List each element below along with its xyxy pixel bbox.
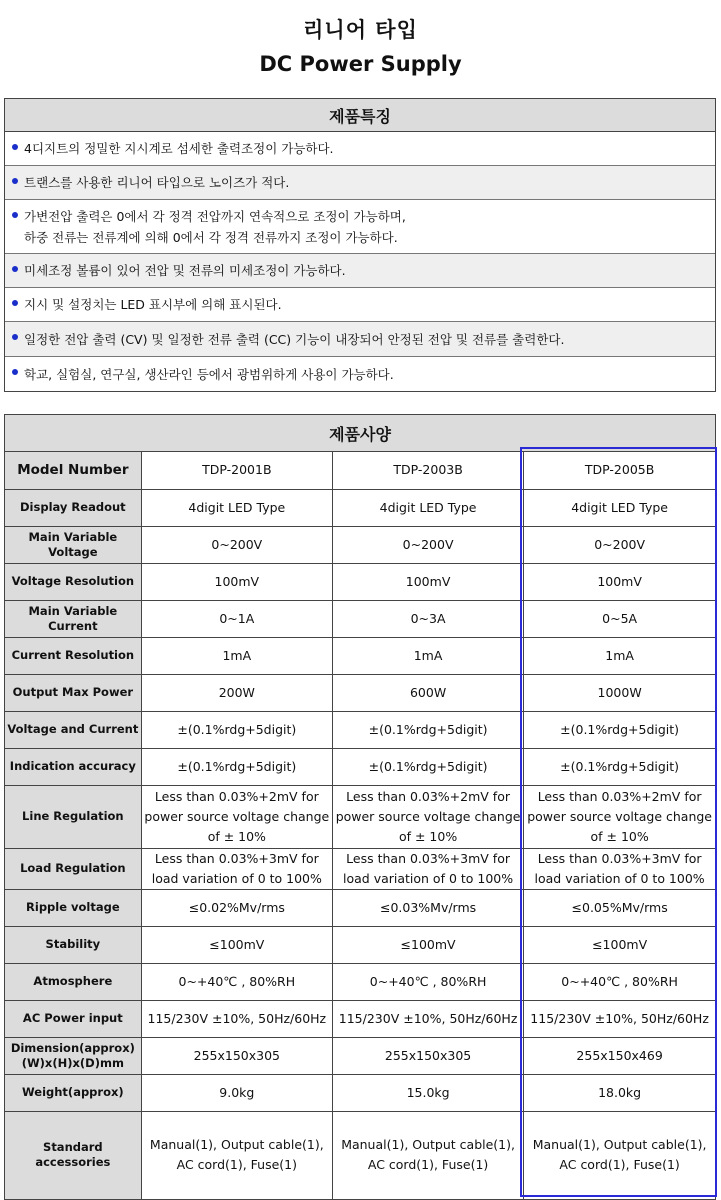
- spec-label-line: Ripple voltage: [26, 900, 120, 914]
- spec-label: [5, 1000, 141, 1037]
- spec-label-line: Display Readout: [20, 500, 126, 514]
- spec-value: [141, 600, 332, 637]
- feature-text: [24, 329, 564, 350]
- spec-label-line: Model Number: [17, 461, 129, 478]
- spec-value: [524, 452, 715, 489]
- spec-value-line: load variation of 0 to 100%: [151, 870, 322, 886]
- spec-value-line: 115/230V ±10%, 50Hz/60Hz: [338, 1010, 518, 1026]
- bullet-icon: [12, 144, 18, 150]
- spec-value: [141, 452, 332, 489]
- spec-value-line: Less than 0.03%+3mV for: [154, 850, 319, 866]
- spec-label-line: Voltage Resolution: [11, 574, 135, 588]
- spec-value: [141, 1111, 332, 1199]
- spec-value-line: 100mV: [405, 573, 451, 589]
- spec-label-line: Main Variable Voltage: [28, 529, 118, 559]
- spec-label-line: Standard accessories: [35, 1140, 111, 1170]
- spec-value: [141, 1000, 332, 1037]
- spec-value-line: Manual(1), Output cable(1),: [532, 1137, 707, 1153]
- spec-value-line: power source voltage change: [335, 808, 521, 824]
- spec-value: [524, 848, 715, 889]
- spec-row: [5, 563, 715, 600]
- spec-value-line: ±(0.1%rdg+5digit): [177, 758, 297, 774]
- spec-value-line: 0~+40℃ , 80%RH: [178, 973, 296, 989]
- spec-value: [524, 563, 715, 600]
- specs-section: [4, 414, 716, 1200]
- spec-value: [332, 526, 523, 563]
- spec-value: [332, 926, 523, 963]
- spec-value: [141, 785, 332, 848]
- spec-label: [5, 674, 141, 711]
- spec-value: [332, 600, 523, 637]
- spec-row: [5, 711, 715, 748]
- feature-text-line: 지시 및 설정치는 LED 표시부에 의해 표시된다.: [24, 297, 282, 312]
- spec-value: [141, 563, 332, 600]
- spec-value-line: TDP-2001B: [202, 462, 272, 478]
- spec-value-line: 100mV: [597, 573, 642, 589]
- spec-value-line: load variation of 0 to 100%: [343, 870, 514, 886]
- spec-label-line: (W)x(H)x(D)mm: [21, 1055, 124, 1070]
- spec-value: [332, 452, 523, 489]
- spec-label-line: Atmosphere: [33, 974, 113, 988]
- spec-value-line: 1000W: [597, 684, 642, 700]
- spec-label: [5, 963, 141, 1000]
- page-title-english: DC Power Supply: [259, 52, 462, 76]
- feature-item: [5, 288, 715, 322]
- spec-value: [524, 963, 715, 1000]
- feature-text: [24, 206, 406, 248]
- page-title-korean: 리니어 타입: [303, 18, 418, 42]
- specs-table: [5, 452, 715, 1199]
- spec-row: [5, 637, 715, 674]
- spec-row: [5, 926, 715, 963]
- spec-value-line: 600W: [409, 684, 447, 700]
- spec-value-line: TDP-2003B: [393, 462, 463, 478]
- spec-value: [524, 748, 715, 785]
- spec-value-line: 0~200V: [594, 536, 646, 552]
- spec-value-line: of ± 10%: [207, 828, 266, 844]
- spec-value: [332, 563, 523, 600]
- spec-value: [524, 785, 715, 848]
- spec-value-line: 18.0kg: [598, 1084, 642, 1100]
- spec-label-line: Weight(approx): [22, 1085, 124, 1099]
- spec-value: [332, 711, 523, 748]
- spec-value-line: ≤0.02%Mv/rms: [188, 899, 285, 915]
- spec-value-line: 100mV: [214, 573, 260, 589]
- spec-value-line: power source voltage change: [144, 808, 330, 824]
- spec-value-line: ≤100mV: [400, 936, 456, 952]
- bullet-icon: [12, 212, 18, 218]
- spec-value-line: 200W: [218, 684, 255, 700]
- spec-row: [5, 526, 715, 563]
- spec-label: [5, 563, 141, 600]
- spec-value-line: Less than 0.03%+3mV for: [346, 850, 510, 866]
- spec-label-line: Stability: [45, 937, 101, 951]
- spec-value: [332, 963, 523, 1000]
- spec-value-line: ±(0.1%rdg+5digit): [560, 721, 680, 737]
- spec-value-line: ≤0.05%Mv/rms: [571, 899, 668, 915]
- spec-label-line: Dimension(approx): [10, 1040, 135, 1055]
- spec-value: [524, 489, 715, 526]
- spec-value: [524, 1000, 715, 1037]
- spec-row: [5, 1000, 715, 1037]
- spec-value: [141, 926, 332, 963]
- spec-value: [332, 748, 523, 785]
- spec-value-line: ≤0.03%Mv/rms: [379, 899, 477, 915]
- spec-value-line: 0~+40℃ , 80%RH: [369, 973, 487, 989]
- bullet-icon: [12, 334, 18, 340]
- spec-row: [5, 889, 715, 926]
- spec-value: [141, 963, 332, 1000]
- spec-value-line: ±(0.1%rdg+5digit): [560, 758, 680, 774]
- feature-text: [24, 172, 289, 193]
- spec-value: [524, 600, 715, 637]
- feature-item: [5, 254, 715, 288]
- spec-value-line: 4digit LED Type: [379, 499, 477, 515]
- spec-row: [5, 1111, 715, 1199]
- spec-value: [524, 711, 715, 748]
- feature-text-line: 하중 전류는 전류계에 의해 0에서 각 정격 전류까지 조정이 가능하다.: [24, 229, 398, 245]
- spec-label: [5, 926, 141, 963]
- spec-value-line: Less than 0.03%+3mV for: [537, 850, 702, 866]
- spec-label: [5, 637, 141, 674]
- feature-text-line: 트랜스를 사용한 리니어 타입으로 노이즈가 적다.: [24, 175, 290, 190]
- spec-label: [5, 848, 141, 889]
- spec-label: [5, 526, 141, 563]
- spec-value-line: 115/230V ±10%, 50Hz/60Hz: [530, 1010, 709, 1026]
- spec-value: [141, 1037, 332, 1074]
- bullet-icon: [12, 369, 18, 375]
- spec-value: [524, 926, 715, 963]
- spec-label: [5, 489, 141, 526]
- feature-text-line: 가변전압 출력은 0에서 각 정격 전압까지 연속적으로 조정이 가능하며,: [24, 208, 406, 224]
- spec-row: [5, 848, 715, 889]
- spec-label: [5, 785, 141, 848]
- spec-value-line: ±(0.1%rdg+5digit): [177, 721, 297, 737]
- feature-text-line: 학교, 실험실, 연구실, 생산라인 등에서 광범위하게 사용이 가능하다.: [24, 366, 394, 382]
- spec-label: [5, 452, 141, 489]
- spec-row: [5, 785, 715, 848]
- spec-value: [332, 489, 523, 526]
- spec-value: [141, 674, 332, 711]
- spec-row: [5, 1037, 715, 1074]
- spec-value: [524, 674, 715, 711]
- features-heading: 제품특징: [5, 99, 715, 132]
- spec-value-line: of ± 10%: [590, 828, 649, 844]
- spec-value-line: 0~+40℃ , 80%RH: [561, 973, 678, 989]
- spec-value: [332, 848, 523, 889]
- spec-value: [524, 889, 715, 926]
- feature-item: [5, 322, 715, 357]
- feature-item: [5, 357, 715, 391]
- spec-label-line: AC Power input: [22, 1011, 123, 1025]
- spec-label: [5, 889, 141, 926]
- spec-label-line: Current Resolution: [11, 648, 135, 662]
- spec-value-line: 0~5A: [602, 610, 638, 626]
- spec-value-line: 0~3A: [410, 610, 446, 626]
- feature-item: [5, 132, 715, 166]
- feature-text: [24, 294, 282, 315]
- spec-value-line: AC cord(1), Fuse(1): [176, 1157, 298, 1173]
- spec-label-line: Main Variable Current: [28, 603, 118, 633]
- spec-row: [5, 600, 715, 637]
- spec-value: [141, 748, 332, 785]
- spec-value-line: 0~200V: [402, 536, 454, 552]
- spec-value: [524, 1111, 715, 1199]
- feature-text-line: 일정한 전압 출력 (CV) 및 일정한 전류 출력 (CC) 기능이 내장되어 안정된 전압 및 전류를 출력한다.: [24, 331, 565, 347]
- spec-value-line: 15.0kg: [406, 1084, 450, 1100]
- spec-value-line: power source voltage change: [527, 808, 712, 824]
- spec-value-line: ≤100mV: [209, 936, 265, 952]
- spec-value: [332, 1037, 523, 1074]
- spec-label-line: Load Regulation: [20, 861, 126, 875]
- spec-value-line: 255x150x469: [576, 1047, 663, 1063]
- spec-value: [332, 785, 523, 848]
- spec-value-line: 255x150x305: [384, 1047, 472, 1063]
- feature-item: [5, 166, 715, 200]
- spec-value: [141, 848, 332, 889]
- feature-text: [24, 364, 394, 385]
- bullet-icon: [12, 266, 18, 272]
- feature-text-line: 4디지트의 정밀한 지시계로 섬세한 출력조정이 가능하다.: [24, 141, 334, 156]
- spec-label-line: Indication accuracy: [9, 759, 136, 773]
- spec-row: [5, 963, 715, 1000]
- spec-value-line: Less than 0.03%+2mV for: [154, 788, 319, 804]
- spec-label-line: Line Regulation: [22, 809, 124, 823]
- spec-value: [141, 526, 332, 563]
- feature-item: [5, 200, 715, 254]
- bullet-icon: [12, 300, 18, 306]
- spec-value: [524, 1037, 715, 1074]
- spec-value: [332, 889, 523, 926]
- spec-value-line: 1mA: [605, 647, 634, 663]
- spec-value-line: ≤100mV: [592, 936, 648, 952]
- spec-value: [524, 1074, 715, 1111]
- spec-label: [5, 748, 141, 785]
- features-section: [4, 98, 716, 392]
- bullet-icon: [12, 178, 18, 184]
- specs-heading: 제품사양: [5, 415, 715, 452]
- spec-value: [141, 711, 332, 748]
- features-list: [5, 132, 715, 391]
- spec-row: [5, 452, 715, 489]
- spec-row: [5, 489, 715, 526]
- spec-value: [141, 637, 332, 674]
- spec-value: [332, 1000, 523, 1037]
- spec-value-line: 0~200V: [211, 536, 263, 552]
- spec-value: [332, 637, 523, 674]
- spec-value: [332, 674, 523, 711]
- spec-row: [5, 1074, 715, 1111]
- spec-value-line: of ± 10%: [398, 828, 458, 844]
- spec-value-line: ±(0.1%rdg+5digit): [368, 721, 488, 737]
- spec-label: [5, 1111, 141, 1199]
- spec-value: [141, 489, 332, 526]
- spec-value-line: 115/230V ±10%, 50Hz/60Hz: [147, 1010, 327, 1026]
- spec-value-line: AC cord(1), Fuse(1): [559, 1157, 680, 1173]
- spec-label: [5, 1037, 141, 1074]
- spec-value: [524, 637, 715, 674]
- spec-label: [5, 1074, 141, 1111]
- spec-row: [5, 748, 715, 785]
- spec-value-line: 9.0kg: [219, 1084, 255, 1100]
- spec-label-line: Voltage and Current: [7, 722, 139, 736]
- feature-text-line: 미세조정 볼륨이 있어 전압 및 전류의 미세조정이 가능하다.: [24, 263, 346, 278]
- feature-text: [24, 260, 346, 281]
- spec-value-line: Manual(1), Output cable(1),: [341, 1137, 515, 1153]
- spec-value-line: 0~1A: [219, 610, 255, 626]
- spec-label: [5, 711, 141, 748]
- spec-value-line: Manual(1), Output cable(1),: [149, 1137, 324, 1153]
- spec-value-line: AC cord(1), Fuse(1): [367, 1157, 489, 1173]
- spec-value-line: ±(0.1%rdg+5digit): [368, 758, 488, 774]
- spec-row: [5, 674, 715, 711]
- feature-text: [24, 138, 334, 159]
- spec-value-line: Less than 0.03%+2mV for: [346, 788, 510, 804]
- spec-value-line: Less than 0.03%+2mV for: [537, 788, 702, 804]
- spec-value: [332, 1074, 523, 1111]
- spec-value: [141, 1074, 332, 1111]
- spec-value-line: load variation of 0 to 100%: [534, 870, 705, 886]
- spec-value-line: 255x150x305: [193, 1047, 280, 1063]
- spec-label: [5, 600, 141, 637]
- spec-value: [524, 526, 715, 563]
- spec-value-line: 4digit LED Type: [188, 499, 286, 515]
- spec-value-line: 1mA: [222, 647, 252, 663]
- spec-value-line: TDP-2005B: [584, 462, 655, 478]
- spec-value-line: 4digit LED Type: [571, 499, 669, 515]
- spec-value-line: 1mA: [413, 647, 443, 663]
- spec-label-line: Output Max Power: [12, 685, 134, 699]
- spec-value: [332, 1111, 523, 1199]
- spec-value: [141, 889, 332, 926]
